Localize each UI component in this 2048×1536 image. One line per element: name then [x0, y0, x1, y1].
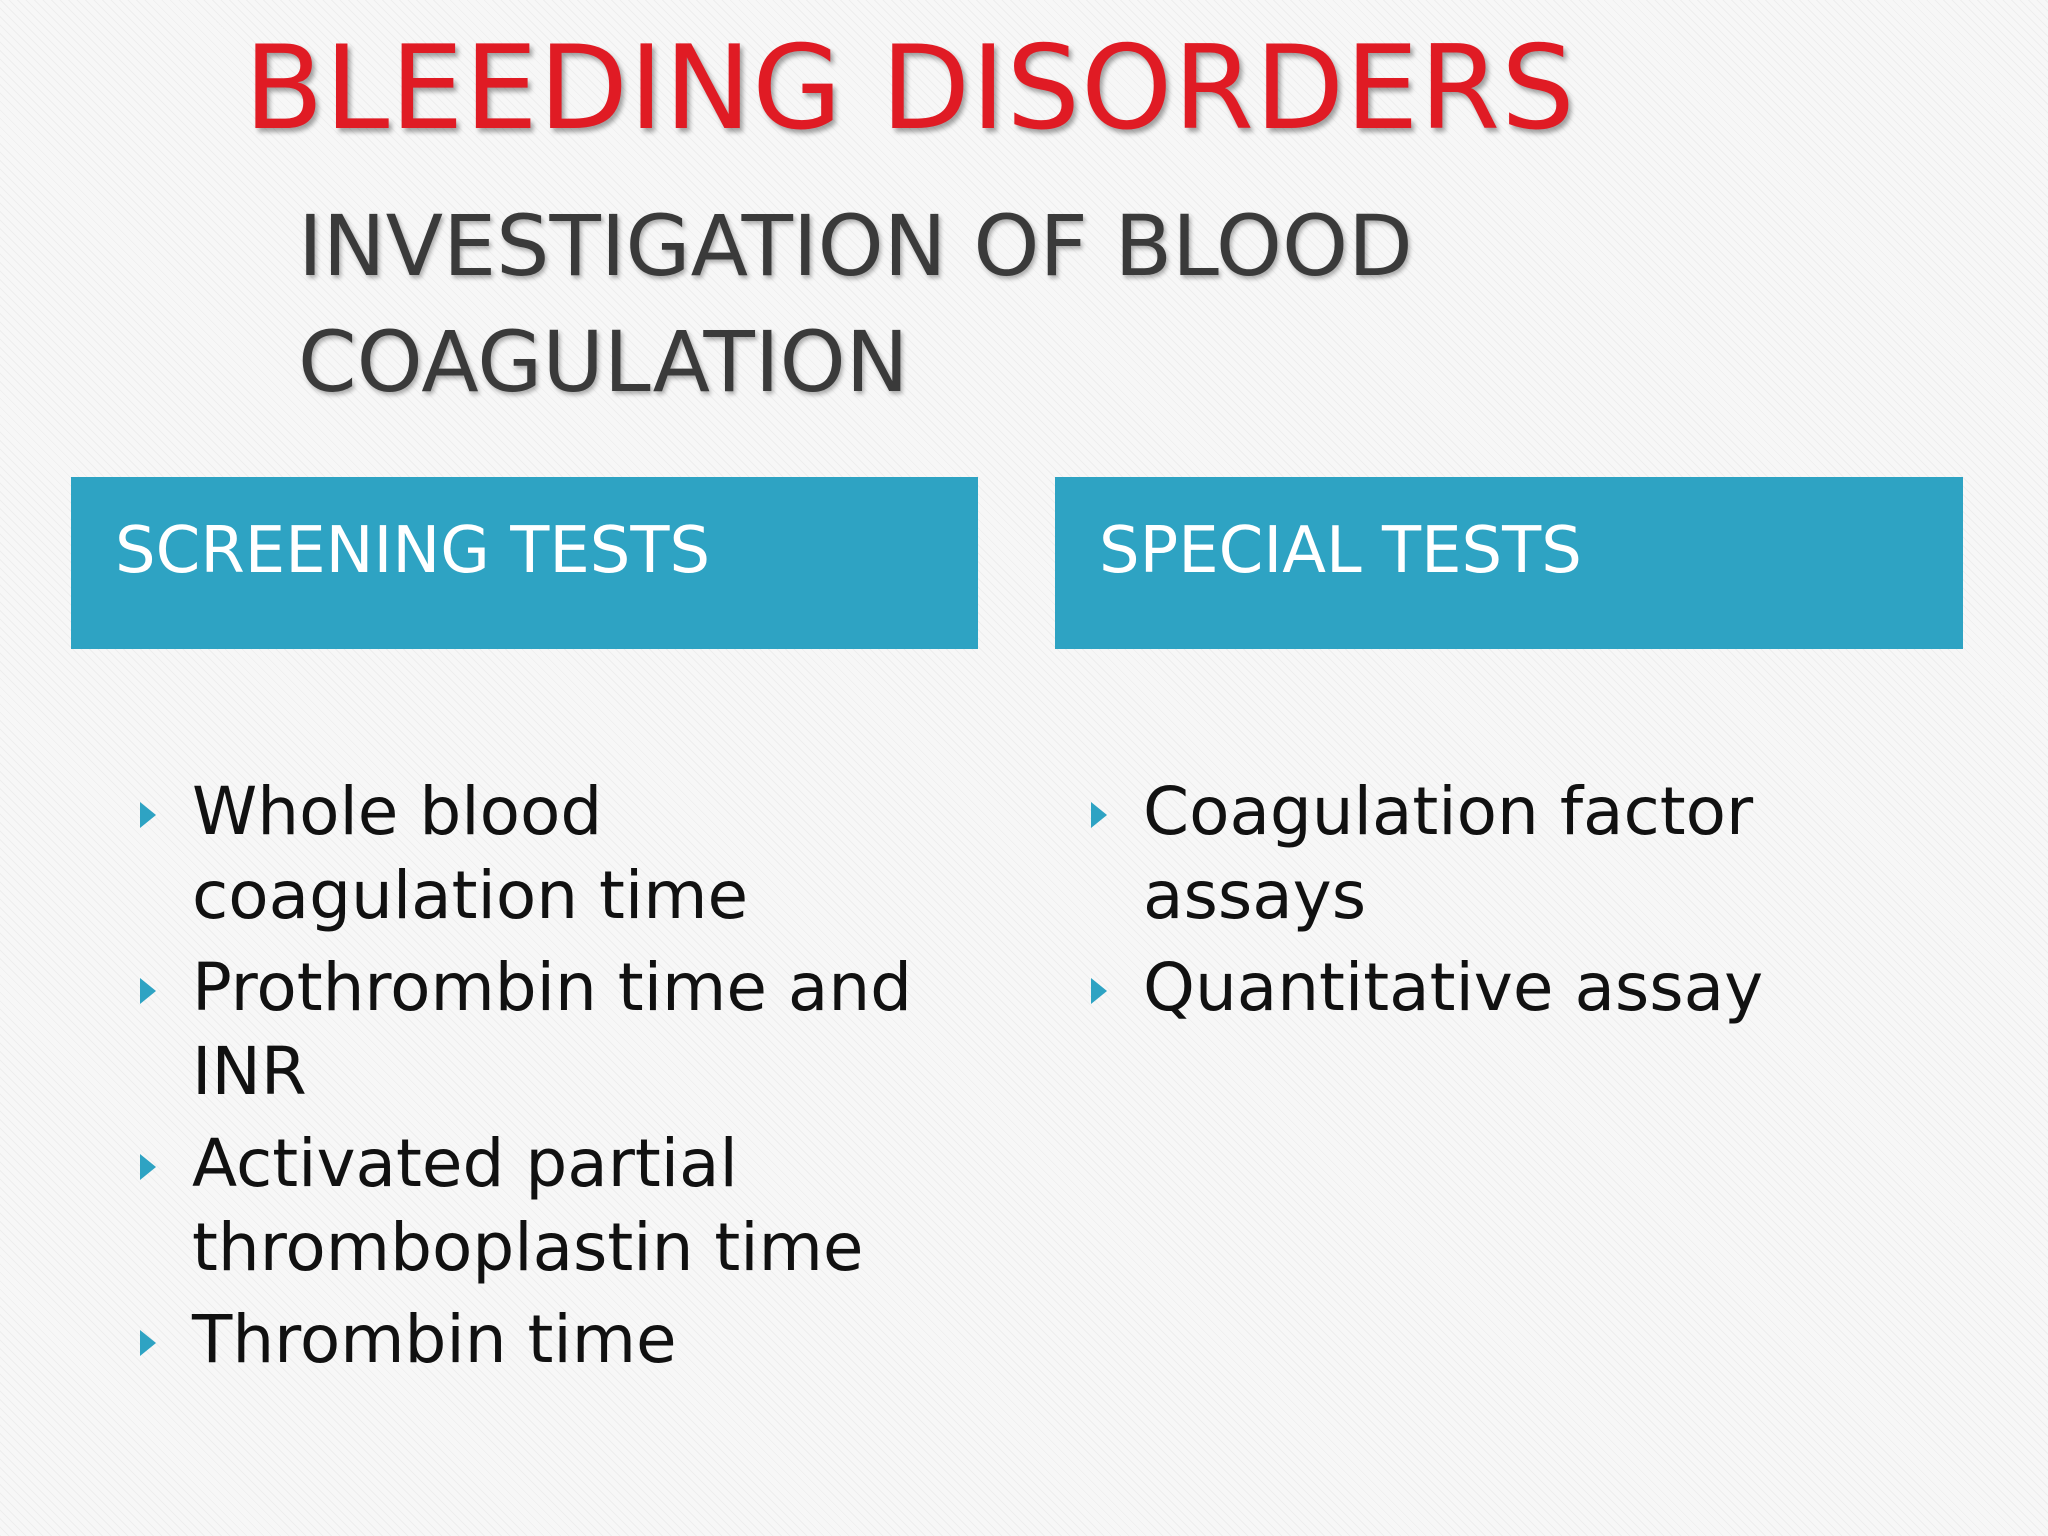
- list-item: [136, 1298, 996, 1382]
- screening-tests-header-label: SCREENING TESTS: [115, 514, 711, 588]
- list-item: [136, 946, 996, 1114]
- triangle-right-icon: [1091, 978, 1107, 1004]
- screening-tests-header: [71, 477, 978, 649]
- special-tests-header-label: SPECIAL TESTS: [1099, 514, 1582, 588]
- list-item-text: Quantitative assay: [1143, 949, 1764, 1026]
- triangle-right-icon: [140, 978, 156, 1004]
- triangle-right-icon: [140, 1154, 156, 1180]
- list-item-text: Coagulation factor assays: [1143, 773, 1754, 934]
- slide-title: BLEEDING DISORDERS: [244, 21, 1576, 156]
- list-item-text: Activated partial thromboplastin time: [192, 1125, 864, 1286]
- list-item: [136, 770, 996, 938]
- triangle-right-icon: [140, 802, 156, 828]
- triangle-right-icon: [140, 1330, 156, 1356]
- screening-tests-list: [136, 770, 996, 1390]
- list-item: [1087, 770, 1967, 938]
- special-tests-list: [1087, 770, 1967, 1038]
- list-item: [136, 1122, 996, 1290]
- triangle-right-icon: [1091, 802, 1107, 828]
- list-item: [1087, 946, 1967, 1030]
- list-item-text: Thrombin time: [192, 1301, 677, 1378]
- slide-subtitle: INVESTIGATION OF BLOOD COAGULATION: [298, 197, 1413, 411]
- list-item-text: Prothrombin time and INR: [192, 949, 913, 1110]
- special-tests-header: [1055, 477, 1963, 649]
- list-item-text: Whole blood coagulation time: [192, 773, 749, 934]
